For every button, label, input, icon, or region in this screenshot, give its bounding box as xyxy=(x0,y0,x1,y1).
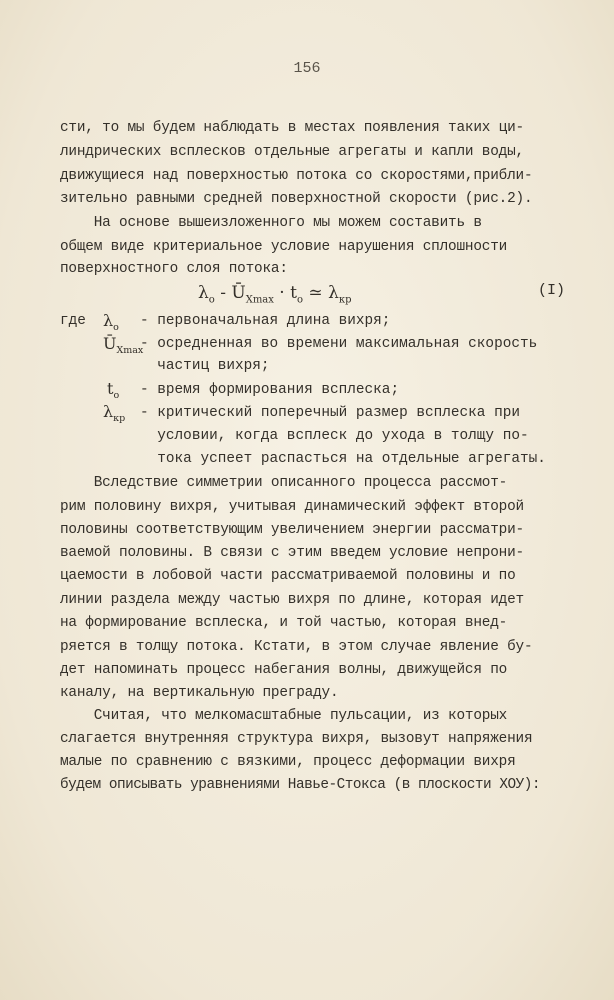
lambdacr-definition: - критический поперечный размер всплеска при xyxy=(140,405,520,421)
page-number: 156 xyxy=(293,60,321,77)
text-line: малые по сравнению с вязкими, процесс деформации вихря xyxy=(60,754,516,770)
umax-symbol: $Ū_{Xmax}$ xyxy=(103,334,144,357)
text-line: зительно равными средней поверхностной скорости (рис.2). xyxy=(60,191,533,207)
lambda0-symbol: $\lambda_o$ xyxy=(103,311,119,334)
text-line: рим половину вихря, учитывая динамический эффект второй xyxy=(60,499,524,515)
lambdacr-symbol: $\lambda_{кр}$ xyxy=(103,402,126,425)
t0-symbol: $t_o$ xyxy=(107,379,120,402)
criterion-formula: $\lambda_o$ - $Ū_{Xmax} \cdot t_o$ ≃ $\lambda_{кр}$ xyxy=(198,283,352,306)
umax-definition-cont: частиц вихря; xyxy=(140,358,270,374)
lambdacr-definition-cont: условии, когда всплеск до ухода в толщу по- xyxy=(140,428,529,444)
text-line: ряется в толщу потока. Кстати, в этом случае явление бу- xyxy=(60,639,533,655)
text-line: на формирование всплеска, и той частью, которая внед- xyxy=(60,615,508,631)
umax-definition: - осредненная во времени максимальная скорость xyxy=(140,336,538,352)
text-line: Считая, что мелкомасштабные пульсации, из которых xyxy=(60,708,508,724)
lambdacr-definition-cont: тока успеет распасться на отдельные агрегаты. xyxy=(140,451,546,467)
where-label: где xyxy=(60,313,86,329)
text-line: сти, то мы будем наблюдать в местах появления таких ци- xyxy=(60,120,524,136)
text-line: линии раздела между частью вихря по длине, которая идет xyxy=(60,592,524,608)
text-line: общем виде критериальное условие нарушения сплошности xyxy=(60,239,508,255)
text-line: слагается внутренняя структура вихря, вызовут напряжения xyxy=(60,731,533,747)
text-line: ваемой половины. В связи с этим введем условие непрони- xyxy=(60,545,524,561)
text-line: линдрических всплесков отдельные агрегаты и капли воды, xyxy=(60,144,524,160)
text-line: дет напоминать процесс набегания волны, движущейся по xyxy=(60,662,508,678)
text-line: Вследствие симметрии описанного процесса рассмот- xyxy=(60,475,508,491)
text-line: поверхностного слоя потока: xyxy=(60,261,288,277)
text-line: На основе вышеизложенного мы можем составить в xyxy=(60,215,482,231)
text-line: половины соответствующим увеличением энергии рассматри- xyxy=(60,522,524,538)
t0-definition: - время формирования всплеска; xyxy=(140,382,400,398)
text-line: будем описывать уравнениями Навье-Стокса (в плоскости ХОУ): xyxy=(60,777,541,793)
equation-number: (I) xyxy=(538,282,566,299)
text-line: движущиеся над поверхностью потока со скоростями,прибли- xyxy=(60,168,533,184)
lambda0-definition: - первоначальная длина вихря; xyxy=(140,313,391,329)
text-line: цаемости в лобовой части рассматриваемой половины и по xyxy=(60,568,516,584)
text-line: каналу, на вертикальную преграду. xyxy=(60,685,339,701)
